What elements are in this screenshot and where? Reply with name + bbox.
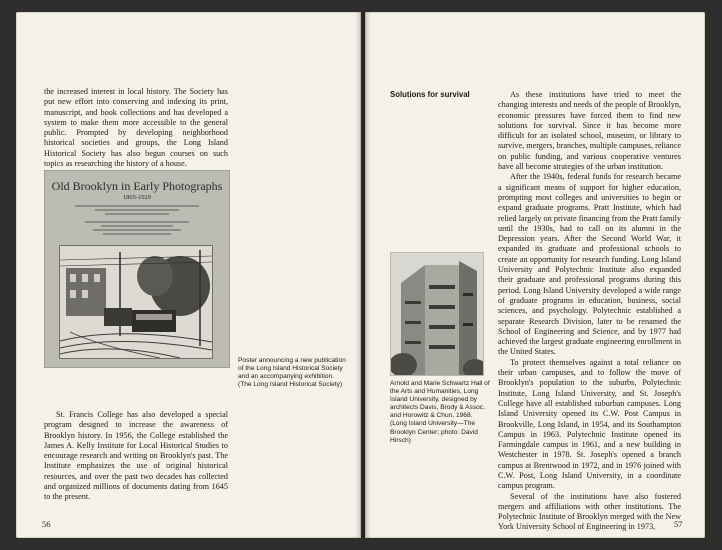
left-paragraph-2-block (44, 410, 228, 503)
poster-years: 1865-1929 (122, 194, 152, 201)
right-paragraph-4: Several of the institutions have also fostered mergers and affiliations with other institutions. The Polytechnic Institute of Brooklyn merged with the New York University School of Engineering in 1973, (498, 491, 681, 532)
left-paragraph-2: St. Francis College has also developed a special program designed to increase the awareness of Brooklyn history. In 1956, the College established the James A. Kelly Institute for Local Historical Studies to encourage research and writing on Brooklyn's past. The Institute emphasizes the use of original historical resources, and over the past two decades has collected and organized millions of documents dating from 1645 to the present. (44, 410, 228, 502)
poster-fine-print (101, 225, 173, 227)
left-paragraph-1: the increased interest in local history. The Society has put new effort into conserving and indexing its print, manuscript, and book collections and has developed a system to make them more accessible to the general public. Prompted by developing neighborhood historical societies and groups, the Long Island Historical Society has also begun courses on such topics as researching the history of a house. (44, 87, 228, 169)
poster-title: Old Brooklyn in Early Photographs (51, 179, 223, 193)
building-caption: Arnold and Marie Schwartz Hall of the Arts and Humanities, Long Island University, designed by architects Davis, Brody & Assoc. and Horowitz & Chun, 1968. (Long Island University—The Brooklyn Center; photo: David Hirsch) (390, 380, 490, 444)
right-paragraph-2: After the 1940s, federal funds for research became a significant means of support for higher education, prompting most colleges and universities to begin or expand graduate programs. Pratt Institute, which had relied largely on private financing from the Pratt family until the 1930s, had to call on its alumni in the Depression years. After the Second World War, it expanded its graduate and professional schools to create an opportunity for research funding. Long Island University and Polytechnic Institute also expanded their graduate and professional programs during this period. Long Island University developed a wide range of graduate programs in education, business, social sciences, and psychology. Polytechnic established a separate Research Division, later to be renamed the School of Engineering and Science, and by 1977 had achieved the largest graduate engineering enrollment in the United States. (498, 172, 681, 357)
poster-fine-print (103, 233, 171, 235)
poster-fine-print (95, 209, 179, 211)
page-number-left: 56 (42, 519, 51, 529)
page-number-right: 57 (674, 519, 683, 529)
trolley-photo (59, 245, 213, 359)
left-paragraph-1-block (44, 87, 228, 169)
building-photo (390, 252, 484, 376)
poster-fine-print (93, 229, 181, 231)
poster-image (44, 170, 230, 368)
poster-caption: Poster announcing a new publication of the Long Island Historical Society and an accompanying exhibition. (The Long Island Historical Society) (238, 357, 346, 389)
poster-fine-print (75, 205, 199, 207)
poster-fine-print (105, 213, 169, 215)
poster-fine-print (85, 221, 189, 223)
right-paragraph-3: To protect themselves against a total reliance on their urban campuses, and to follow the move of Brooklyn's population to the suburbs, Polytechnic Institute, Long Island University, and St. Joseph's College have all established suburban campuses. Long Island University opened its C.W. Post Campus in Brookville, Long Island, in 1954, and its Southampton Campus in 1963. Polytechnic Institute opened its Farmingdale campus in 1961, and a new building in Westchester in 1978. St. Joseph's opened a branch campus at Brentwood in 1972, and in 1976 joined with C.W. Post, Long Island University, in a coordinate campus program. (498, 357, 681, 491)
book-gutter (355, 12, 371, 538)
right-text-column (498, 90, 681, 533)
section-heading: Solutions for survival (390, 90, 470, 99)
right-paragraph-1: As these institutions have tried to meet the changing interests and needs of the people of Brooklyn, economic pressures have forced them to find new solutions for survival. Since it has become more difficult for an isolated school, museum, or library to survive, mergers, branches, multiple campuses, reliance on public funding, and various cooperative ventures have all become strategies of the urban institution. (498, 90, 681, 172)
